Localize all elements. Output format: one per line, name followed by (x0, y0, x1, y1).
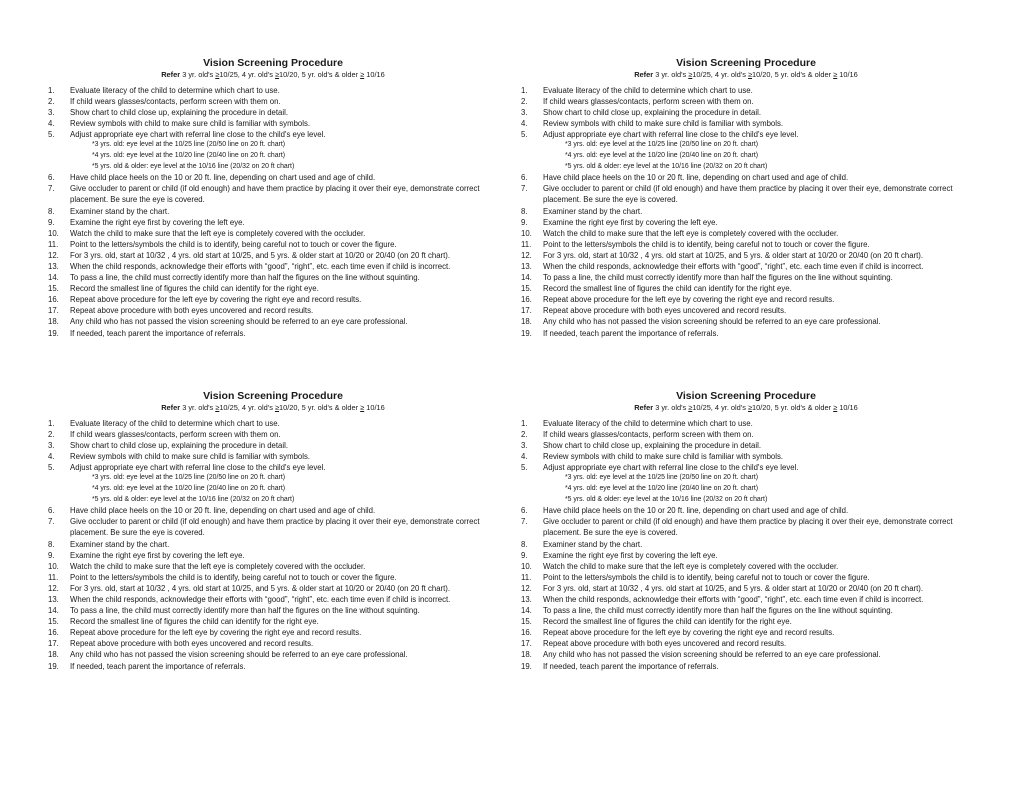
step-item (521, 261, 971, 272)
step-number: 18. (521, 317, 532, 327)
step-number: 4. (521, 452, 528, 462)
step-text: Adjust appropriate eye chart with referral line close to the child's eye level. (543, 463, 799, 473)
step-text: Repeat above procedure for the left eye by covering the right eye and record results. (543, 295, 835, 305)
step-number: 8. (48, 539, 55, 549)
step-number: 9. (48, 217, 55, 227)
step-number: 4. (48, 119, 55, 129)
refer-text: 3 yr. old's (655, 70, 687, 79)
refer-ge-symbol: ≥ (215, 70, 220, 79)
refer-ge-symbol: ≥ (747, 70, 753, 79)
step-number: 3. (48, 441, 55, 451)
sub-step: *3 yrs. old: eye level at the 10/25 line (20/50 line on 20 ft. chart) (565, 474, 759, 482)
step-text: Repeat above procedure with both eyes uncovered and record results. (543, 639, 787, 649)
step-number: 9. (48, 550, 55, 560)
step-text: Evaluate literacy of the child to determine which chart to use. (70, 419, 280, 428)
step-item (521, 228, 971, 239)
step-item (48, 129, 498, 140)
step-text: To pass a line, the child must correctly identify more than half the figures on the line without squinting. (70, 606, 420, 616)
step-text: Point to the letters/symbols the child is to identify, being careful not to touch or cover the figure. (70, 239, 397, 249)
step-number: 3. (48, 108, 55, 118)
step-number: 6. (521, 173, 528, 183)
step-text: If child wears glasses/contacts, perform screen with them on. (543, 97, 754, 107)
step-number: 1. (521, 419, 528, 428)
procedure-card-bottom-left (48, 390, 498, 672)
step-number: 17. (521, 306, 532, 316)
step-number: 18. (48, 650, 59, 660)
step-text: Have child place heels on the 10 or 20 ft. line, depending on chart used and age of child. (543, 506, 849, 516)
step-item (48, 294, 498, 305)
step-item (48, 107, 498, 118)
step-text: Watch the child to make sure that the left eye is completely covered with the occluder. (543, 228, 839, 238)
sub-step: *3 yrs. old: eye level at the 10/25 line (20/50 line on 20 ft. chart) (565, 141, 759, 149)
step-number: 19. (48, 661, 59, 671)
step-text: Any child who has not passed the vision screening should be referred to an eye care professional. (70, 650, 408, 660)
step-text: Have child place heels on the 10 or 20 ft. line, depending on chart used and age of child. (70, 173, 376, 183)
step-item (521, 649, 971, 660)
step-item (521, 85, 971, 96)
step-item (48, 96, 498, 107)
step-number: 5. (521, 130, 528, 140)
step-item (521, 129, 971, 140)
refer-ge-symbol: ≥ (215, 403, 220, 412)
step-item (521, 572, 971, 583)
step-text: Repeat above procedure for the left eye by covering the right eye and record results. (70, 295, 362, 305)
step-number: 14. (521, 606, 532, 616)
step-item (521, 239, 971, 250)
step-number: 19. (48, 328, 59, 338)
step-text: If child wears glasses/contacts, perform screen with them on. (70, 97, 281, 107)
step-text: When the child responds, acknowledge their efforts with “good”, “right”, etc. each time even if child is incorrect. (543, 262, 924, 271)
step-text: Review symbols with child to make sure child is familiar with symbols. (543, 452, 784, 462)
step-item (48, 429, 498, 440)
step-item (521, 283, 971, 294)
refer-ge-symbol: ≥ (833, 403, 838, 412)
refer-text: 10/20, 5 yr. old's & older (752, 403, 832, 412)
refer-text: 10/20, 5 yr. old's & older (279, 403, 359, 412)
step-item (48, 305, 498, 316)
refer-text: 10/20, 5 yr. old's & older (752, 70, 832, 79)
step-text: When the child responds, acknowledge their efforts with “good”, “right”, etc. each time even if child is incorrect. (70, 595, 451, 604)
procedure-card-bottom-right (521, 390, 971, 672)
step-number: 2. (48, 97, 55, 107)
refer-ge-symbol: ≥ (360, 403, 365, 412)
step-number: 12. (521, 250, 532, 260)
procedure-card-top-right (521, 57, 971, 339)
steps-list (521, 85, 971, 339)
refer-ge-symbol: ≥ (688, 403, 693, 412)
step-number: 14. (48, 273, 59, 283)
step-item (521, 594, 971, 605)
step-item (48, 649, 498, 660)
step-text: Give occluder to parent or child (if old enough) and have them practice by placing it over their eye, demonstrate correct placement. Be sure the eye is covered. (70, 517, 480, 538)
step-item (48, 661, 498, 672)
step-item (48, 272, 498, 283)
step-text: Repeat above procedure with both eyes uncovered and record results. (70, 306, 314, 316)
card-title: Vision Screening Procedure (203, 57, 343, 69)
sub-step: *5 yrs. old & older: eye level at the 10/16 line (20/32 on 20 ft chart) (565, 495, 768, 503)
step-number: 16. (48, 295, 59, 305)
step-number: 5. (48, 130, 55, 140)
step-item (521, 605, 971, 616)
step-text: Review symbols with child to make sure child is familiar with symbols. (543, 119, 784, 129)
step-text: Repeat above procedure for the left eye by covering the right eye and record results. (70, 628, 362, 638)
step-number: 12. (48, 250, 59, 260)
step-item (48, 328, 498, 339)
step-item (48, 451, 498, 462)
step-item (521, 183, 971, 205)
step-text: For 3 yrs. old, start at 10/32 , 4 yrs. old start at 10/25, and 5 yrs. & older start at 10/20 or 20/40 (on 20 ft chart). (543, 250, 924, 260)
step-item (48, 206, 498, 217)
step-number: 7. (48, 517, 55, 527)
refer-text: 10/25, 4 yr. old's (219, 403, 273, 412)
step-text: If needed, teach parent the importance of referrals. (543, 661, 719, 671)
step-number: 17. (48, 639, 59, 649)
step-number: 2. (521, 430, 528, 440)
step-item (48, 561, 498, 572)
step-text: To pass a line, the child must correctly identify more than half the figures on the line without squinting. (543, 273, 893, 283)
card-title: Vision Screening Procedure (676, 57, 816, 69)
step-item (521, 172, 971, 183)
step-number: 1. (521, 86, 528, 95)
step-text: If child wears glasses/contacts, perform screen with them on. (543, 430, 754, 440)
step-text: Point to the letters/symbols the child is to identify, being careful not to touch or cover the figure. (543, 239, 870, 249)
refer-text: 10/16 (366, 70, 385, 79)
step-number: 18. (48, 317, 59, 327)
step-item (521, 328, 971, 339)
step-text: Review symbols with child to make sure child is familiar with symbols. (70, 452, 311, 462)
step-number: 10. (521, 561, 532, 571)
step-number: 5. (521, 463, 528, 473)
step-text: Show chart to child close up, explaining the procedure in detail. (70, 441, 289, 451)
step-item (521, 305, 971, 316)
step-number: 6. (521, 506, 528, 516)
step-text: For 3 yrs. old, start at 10/32 , 4 yrs. old start at 10/25, and 5 yrs. & older start at 10/20 or 20/40 (on 20 ft chart). (70, 250, 451, 260)
refer-ge-symbol: ≥ (360, 70, 365, 79)
step-item (48, 418, 498, 429)
step-item (521, 550, 971, 561)
step-item (48, 616, 498, 627)
step-item (48, 605, 498, 616)
step-number: 4. (48, 452, 55, 462)
step-number: 11. (48, 239, 59, 249)
step-number: 17. (48, 306, 59, 316)
step-text: Adjust appropriate eye chart with referral line close to the child's eye level. (70, 463, 326, 473)
step-number: 8. (521, 539, 528, 549)
step-number: 16. (521, 295, 532, 305)
step-number: 12. (521, 583, 532, 593)
step-item (48, 462, 498, 473)
step-number: 7. (521, 517, 528, 527)
refer-ge-symbol: ≥ (688, 70, 693, 79)
step-item (521, 561, 971, 572)
step-text: Give occluder to parent or child (if old enough) and have them practice by placing it over their eye, demonstrate correct placement. Be sure the eye is covered. (543, 184, 953, 205)
step-number: 15. (521, 617, 532, 627)
step-number: 6. (48, 173, 55, 183)
step-item (48, 172, 498, 183)
refer-ge-symbol: ≥ (274, 70, 280, 79)
step-item (48, 118, 498, 129)
step-text: Examiner stand by the chart. (70, 539, 170, 549)
step-number: 19. (521, 661, 532, 671)
step-item (521, 638, 971, 649)
step-text: Evaluate literacy of the child to determine which chart to use. (70, 86, 280, 95)
step-item (48, 638, 498, 649)
step-item (48, 539, 498, 550)
refer-text: 10/20, 5 yr. old's & older (279, 70, 359, 79)
step-text: When the child responds, acknowledge their efforts with “good”, “right”, etc. each time even if child is incorrect. (70, 262, 451, 271)
refer-label: Refer (634, 403, 654, 412)
refer-line (521, 403, 971, 413)
step-number: 14. (48, 606, 59, 616)
step-item (48, 228, 498, 239)
step-text: Any child who has not passed the vision screening should be referred to an eye care professional. (543, 317, 881, 327)
step-text: Repeat above procedure with both eyes uncovered and record results. (543, 306, 787, 316)
step-item (521, 616, 971, 627)
steps-list (48, 418, 498, 672)
refer-text: 10/25, 4 yr. old's (692, 70, 746, 79)
step-text: Have child place heels on the 10 or 20 ft. line, depending on chart used and age of child. (70, 506, 376, 516)
step-number: 4. (521, 119, 528, 129)
step-text: Any child who has not passed the vision screening should be referred to an eye care professional. (70, 317, 408, 327)
step-number: 12. (48, 583, 59, 593)
step-item (521, 250, 971, 261)
step-text: To pass a line, the child must correctly identify more than half the figures on the line without squinting. (543, 606, 893, 616)
step-number: 13. (48, 595, 59, 604)
step-number: 7. (521, 184, 528, 194)
step-item (48, 583, 498, 594)
refer-text: 3 yr. old's (182, 403, 214, 412)
step-text: Examiner stand by the chart. (70, 206, 170, 216)
step-number: 19. (521, 328, 532, 338)
step-text: Examiner stand by the chart. (543, 206, 643, 216)
step-number: 2. (521, 97, 528, 107)
sub-step: *4 yrs. old: eye level at the 10/20 line (20/40 line on 20 ft. chart) (565, 152, 759, 160)
sub-step: *5 yrs. old & older: eye level at the 10/16 line (20/32 on 20 ft chart) (565, 162, 768, 170)
step-item (521, 583, 971, 594)
step-item (48, 516, 498, 538)
step-text: When the child responds, acknowledge their efforts with “good”, “right”, etc. each time even if child is incorrect. (543, 595, 924, 604)
step-text: Record the smallest line of figures the child can identify for the right eye. (70, 284, 319, 294)
step-item (48, 572, 498, 583)
step-item (48, 250, 498, 261)
refer-ge-symbol: ≥ (833, 70, 838, 79)
step-number: 3. (521, 441, 528, 451)
step-number: 15. (48, 617, 59, 627)
step-number: 11. (521, 239, 532, 249)
step-text: Examine the right eye first by covering the left eye. (543, 550, 718, 560)
step-item (48, 505, 498, 516)
step-text: Record the smallest line of figures the child can identify for the right eye. (70, 617, 319, 627)
step-item (521, 462, 971, 473)
sub-step: *4 yrs. old: eye level at the 10/20 line (20/40 line on 20 ft. chart) (92, 152, 286, 160)
step-number: 13. (521, 595, 532, 604)
refer-line (48, 70, 498, 80)
step-item (521, 107, 971, 118)
refer-label: Refer (161, 70, 181, 79)
step-number: 9. (521, 217, 528, 227)
step-item (48, 239, 498, 250)
step-item (48, 627, 498, 638)
step-text: For 3 yrs. old, start at 10/32 , 4 yrs. old start at 10/25, and 5 yrs. & older start at 10/20 or 20/40 (on 20 ft chart). (70, 583, 451, 593)
refer-text: 10/25, 4 yr. old's (219, 70, 273, 79)
refer-label: Refer (161, 403, 181, 412)
step-text: Evaluate literacy of the child to determine which chart to use. (543, 86, 753, 95)
step-item (521, 316, 971, 327)
step-text: Adjust appropriate eye chart with referral line close to the child's eye level. (70, 130, 326, 140)
step-item (521, 661, 971, 672)
card-title: Vision Screening Procedure (203, 390, 343, 402)
step-text: Watch the child to make sure that the left eye is completely covered with the occluder. (543, 561, 839, 571)
step-number: 14. (521, 273, 532, 283)
sub-step: *5 yrs. old & older: eye level at the 10/16 line (20/32 on 20 ft chart) (92, 162, 295, 170)
procedure-card-top-left (48, 57, 498, 339)
step-item (521, 627, 971, 638)
step-text: If needed, teach parent the importance of referrals. (70, 328, 246, 338)
step-number: 8. (48, 206, 55, 216)
sub-step: *5 yrs. old & older: eye level at the 10/16 line (20/32 on 20 ft chart) (92, 495, 295, 503)
step-text: If needed, teach parent the importance of referrals. (70, 661, 246, 671)
step-item (48, 440, 498, 451)
step-number: 6. (48, 506, 55, 516)
step-number: 5. (48, 463, 55, 473)
step-text: If needed, teach parent the importance of referrals. (543, 328, 719, 338)
step-item (521, 440, 971, 451)
refer-ge-symbol: ≥ (747, 403, 753, 412)
step-number: 18. (521, 650, 532, 660)
step-text: Adjust appropriate eye chart with referral line close to the child's eye level. (543, 130, 799, 140)
sub-step: *3 yrs. old: eye level at the 10/25 line (20/50 line on 20 ft. chart) (92, 474, 286, 482)
card-title: Vision Screening Procedure (676, 390, 816, 402)
step-text: Any child who has not passed the vision screening should be referred to an eye care professional. (543, 650, 881, 660)
step-text: Examine the right eye first by covering the left eye. (70, 217, 245, 227)
step-text: Record the smallest line of figures the child can identify for the right eye. (543, 617, 792, 627)
refer-text: 3 yr. old's (655, 403, 687, 412)
step-item (521, 294, 971, 305)
refer-text: 3 yr. old's (182, 70, 214, 79)
step-number: 2. (48, 430, 55, 440)
step-item (521, 118, 971, 129)
step-text: If child wears glasses/contacts, perform screen with them on. (70, 430, 281, 440)
step-text: Point to the letters/symbols the child is to identify, being careful not to touch or cover the figure. (543, 572, 870, 582)
step-number: 7. (48, 184, 55, 194)
step-item (48, 594, 498, 605)
step-item (521, 206, 971, 217)
step-text: Point to the letters/symbols the child is to identify, being careful not to touch or cover the figure. (70, 572, 397, 582)
step-text: Give occluder to parent or child (if old enough) and have them practice by placing it over their eye, demonstrate correct placement. Be sure the eye is covered. (543, 517, 953, 538)
step-item (521, 505, 971, 516)
step-text: Examine the right eye first by covering the left eye. (70, 550, 245, 560)
step-text: Watch the child to make sure that the left eye is completely covered with the occluder. (70, 228, 366, 238)
step-item (48, 85, 498, 96)
step-text: Have child place heels on the 10 or 20 ft. line, depending on chart used and age of child. (543, 173, 849, 183)
step-number: 10. (48, 228, 59, 238)
step-text: Show chart to child close up, explaining the procedure in detail. (543, 441, 762, 451)
step-text: Watch the child to make sure that the left eye is completely covered with the occluder. (70, 561, 366, 571)
step-number: 17. (521, 639, 532, 649)
step-item (48, 316, 498, 327)
step-text: Examiner stand by the chart. (543, 539, 643, 549)
step-text: For 3 yrs. old, start at 10/32 , 4 yrs. old start at 10/25, and 5 yrs. & older start at 10/20 or 20/40 (on 20 ft chart). (543, 583, 924, 593)
step-text: Show chart to child close up, explaining the procedure in detail. (70, 108, 289, 118)
step-text: Repeat above procedure for the left eye by covering the right eye and record results. (543, 628, 835, 638)
step-number: 16. (48, 628, 59, 638)
step-text: Examine the right eye first by covering the left eye. (543, 217, 718, 227)
sub-step: *4 yrs. old: eye level at the 10/20 line (20/40 line on 20 ft. chart) (92, 485, 286, 493)
step-item (521, 451, 971, 462)
step-number: 10. (48, 561, 59, 571)
sub-step: *4 yrs. old: eye level at the 10/20 line (20/40 line on 20 ft. chart) (565, 485, 759, 493)
step-text: Show chart to child close up, explaining the procedure in detail. (543, 108, 762, 118)
steps-list (521, 418, 971, 672)
step-text: Evaluate literacy of the child to determine which chart to use. (543, 419, 753, 428)
refer-label: Refer (634, 70, 654, 79)
step-number: 16. (521, 628, 532, 638)
step-number: 1. (48, 86, 55, 95)
step-number: 15. (521, 284, 532, 294)
refer-text: 10/16 (366, 403, 385, 412)
sub-step: *3 yrs. old: eye level at the 10/25 line (20/50 line on 20 ft. chart) (92, 141, 286, 149)
step-item (48, 183, 498, 205)
step-number: 11. (521, 572, 532, 582)
step-item (48, 550, 498, 561)
step-item (521, 96, 971, 107)
step-item (521, 516, 971, 538)
step-number: 8. (521, 206, 528, 216)
step-number: 9. (521, 550, 528, 560)
refer-text: 10/16 (839, 403, 858, 412)
steps-list (48, 85, 498, 339)
step-text: Review symbols with child to make sure child is familiar with symbols. (70, 119, 311, 129)
step-text: Give occluder to parent or child (if old enough) and have them practice by placing it over their eye, demonstrate correct placement. Be sure the eye is covered. (70, 184, 480, 205)
step-number: 1. (48, 419, 55, 428)
step-number: 3. (521, 108, 528, 118)
refer-line (521, 70, 971, 80)
step-item (521, 539, 971, 550)
step-item (521, 217, 971, 228)
refer-text: 10/16 (839, 70, 858, 79)
step-text: Repeat above procedure with both eyes uncovered and record results. (70, 639, 314, 649)
step-item (521, 429, 971, 440)
step-item (521, 272, 971, 283)
step-number: 13. (521, 262, 532, 271)
step-number: 15. (48, 284, 59, 294)
step-number: 11. (48, 572, 59, 582)
refer-ge-symbol: ≥ (274, 403, 280, 412)
step-item (48, 283, 498, 294)
step-number: 10. (521, 228, 532, 238)
step-text: To pass a line, the child must correctly identify more than half the figures on the line without squinting. (70, 273, 420, 283)
step-item (521, 418, 971, 429)
step-number: 13. (48, 262, 59, 271)
step-text: Record the smallest line of figures the child can identify for the right eye. (543, 284, 792, 294)
refer-text: 10/25, 4 yr. old's (692, 403, 746, 412)
step-item (48, 261, 498, 272)
step-item (48, 217, 498, 228)
refer-line (48, 403, 498, 413)
